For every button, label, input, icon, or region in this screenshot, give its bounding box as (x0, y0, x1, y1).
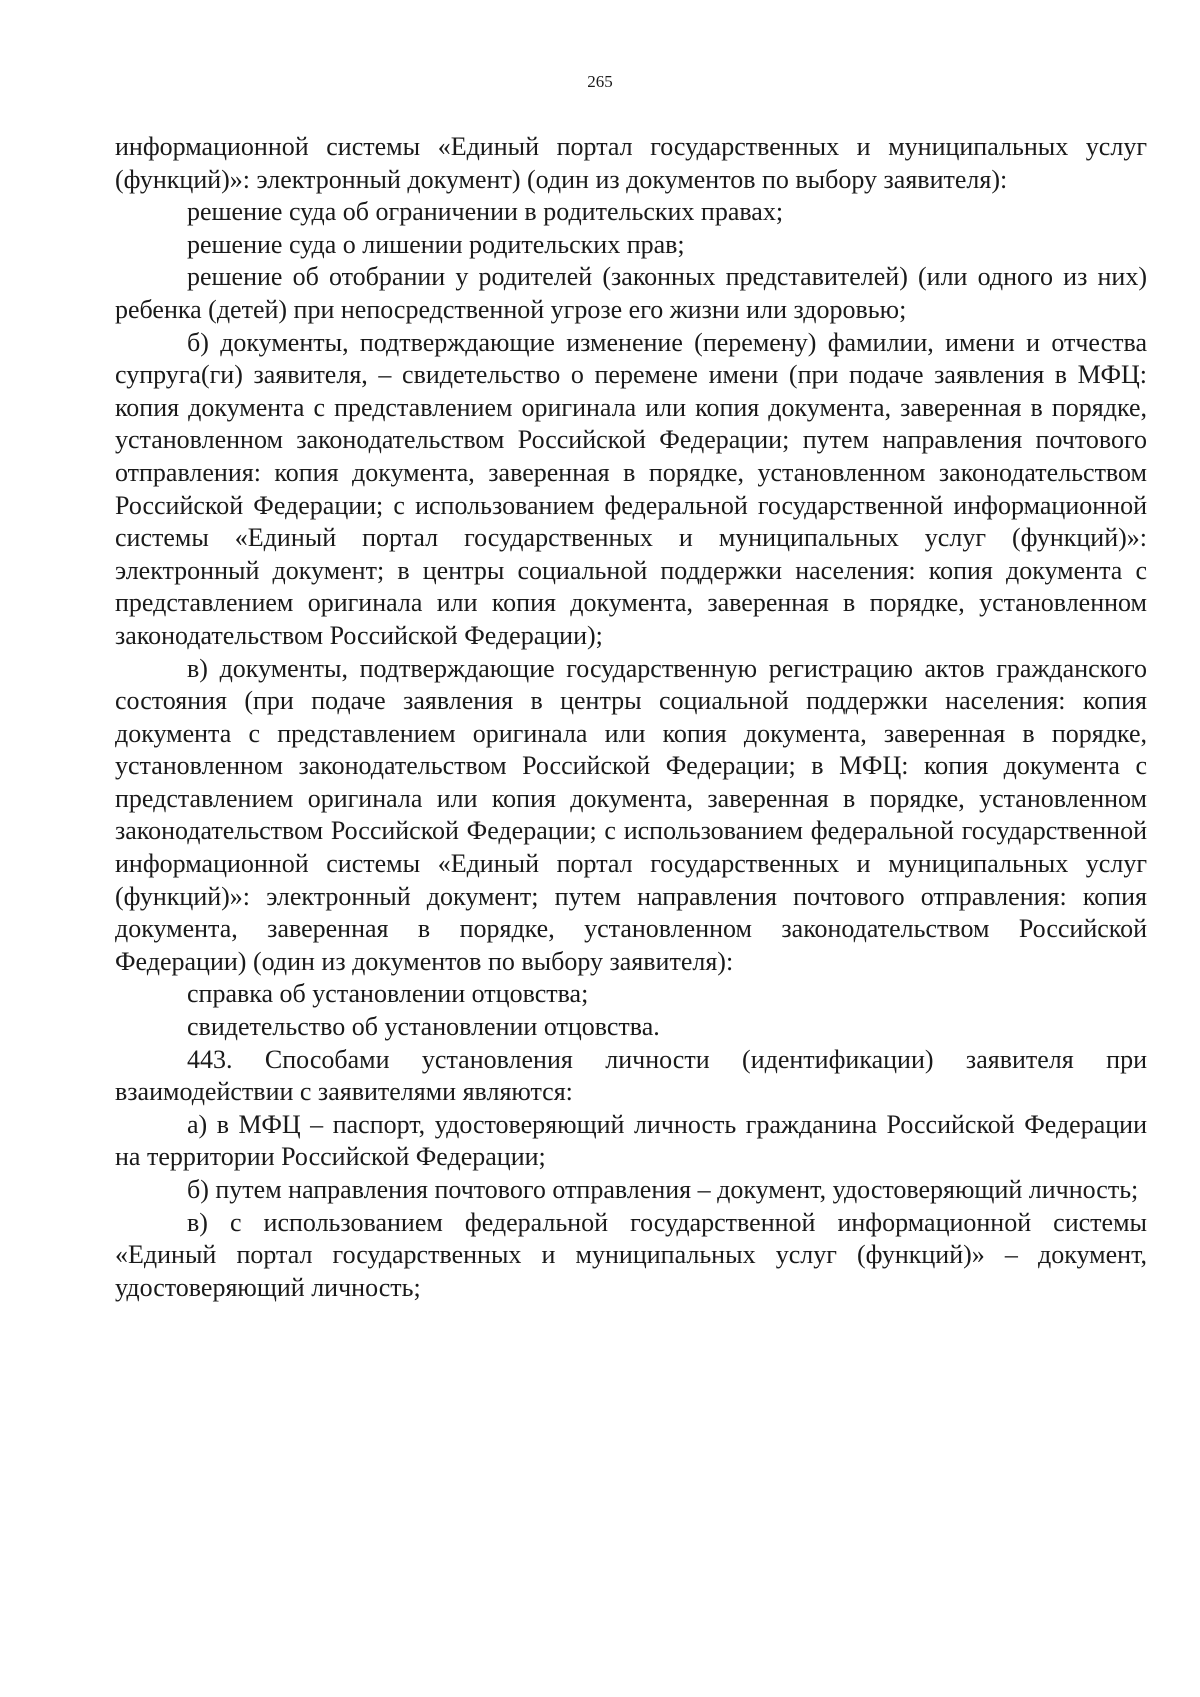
paragraph-item-b-name-change: б) документы, подтверждающие изменение (перемену) фамилии, имени и отчества супруга(ги) заявителя, – свидетельство о перемене имени (при подаче заявления в МФЦ: копия документа с представлением оригинала или копия документа, заверенная в порядке, установленном законодательством Российской Федерации; путем направления почтового отправления: копия документа, заверенная в порядке, установленном законодательством Российской Федерации; с использованием федеральной государственной информационной системы «Единый портал государственных и муниципальных услуг (функций)»: электронный документ; в центры социальной поддержки населения: копия документа с представлением оригинала или копия документа, заверенная в порядке, установленном законодательством Российской Федерации); (115, 327, 1147, 650)
page-number: 265 (587, 72, 613, 91)
paragraph-item-v-civil-status: в) документы, подтверждающие государственную регистрацию актов гражданского состояния (при подаче заявления в центры социальной поддержки населения: копия документа с представлением оригинала или копия документа, заверенная в порядке, установленном законодательством Российской Федерации; в МФЦ: копия документа с представлением оригинала или копия документа, заверенная в порядке, установленном законодательством Российской Федерации; с использованием федеральной государственной информационной системы «Единый портал государственных и муниципальных услуг (функций)»: электронный документ; путем направления почтового отправления: копия документа, заверенная в порядке, установленном законодательством Российской Федерации) (один из документов по выбору заявителя): (115, 653, 1147, 976)
paragraph-paternity-certificate: свидетельство об установлении отцовства. (187, 1012, 660, 1042)
paragraph-court-restriction: решение суда об ограничении в родительских правах; (187, 197, 784, 227)
paragraph-court-deprivation: решение суда о лишении родительских прав; (187, 229, 685, 259)
paragraph-item-v-portal: в) с использованием федеральной государственной информационной системы «Единый портал государственных и муниципальных услуг (функций)» – документ, удостоверяющий личность; (115, 1207, 1147, 1302)
paragraph-continuation: информационной системы «Единый портал государственных и муниципальных услуг (функций)»: электронный документ) (один из документов по выбору заявителя): (115, 132, 1147, 194)
paragraph-item-a-mfc: а) в МФЦ – паспорт, удостоверяющий личность гражданина Российской Федерации на территории Российской Федерации; (115, 1109, 1147, 1172)
paragraph-removal-decision: решение об отобрании у родителей (законных представителей) (или одного из них) ребенка (детей) при непосредственной угрозе его жизни или здоровью; (115, 262, 1147, 324)
paragraph-item-b-postal: б) путем направления почтового отправления – документ, удостоверяющий личность; (187, 1175, 1139, 1204)
paragraph-clause-443: 443. Способами установления личности (идентификации) заявителя при взаимодействии с заявителями являются: (115, 1044, 1147, 1107)
paragraph-paternity-reference: справка об установлении отцовства; (187, 979, 589, 1009)
document-body (115, 131, 1147, 1304)
